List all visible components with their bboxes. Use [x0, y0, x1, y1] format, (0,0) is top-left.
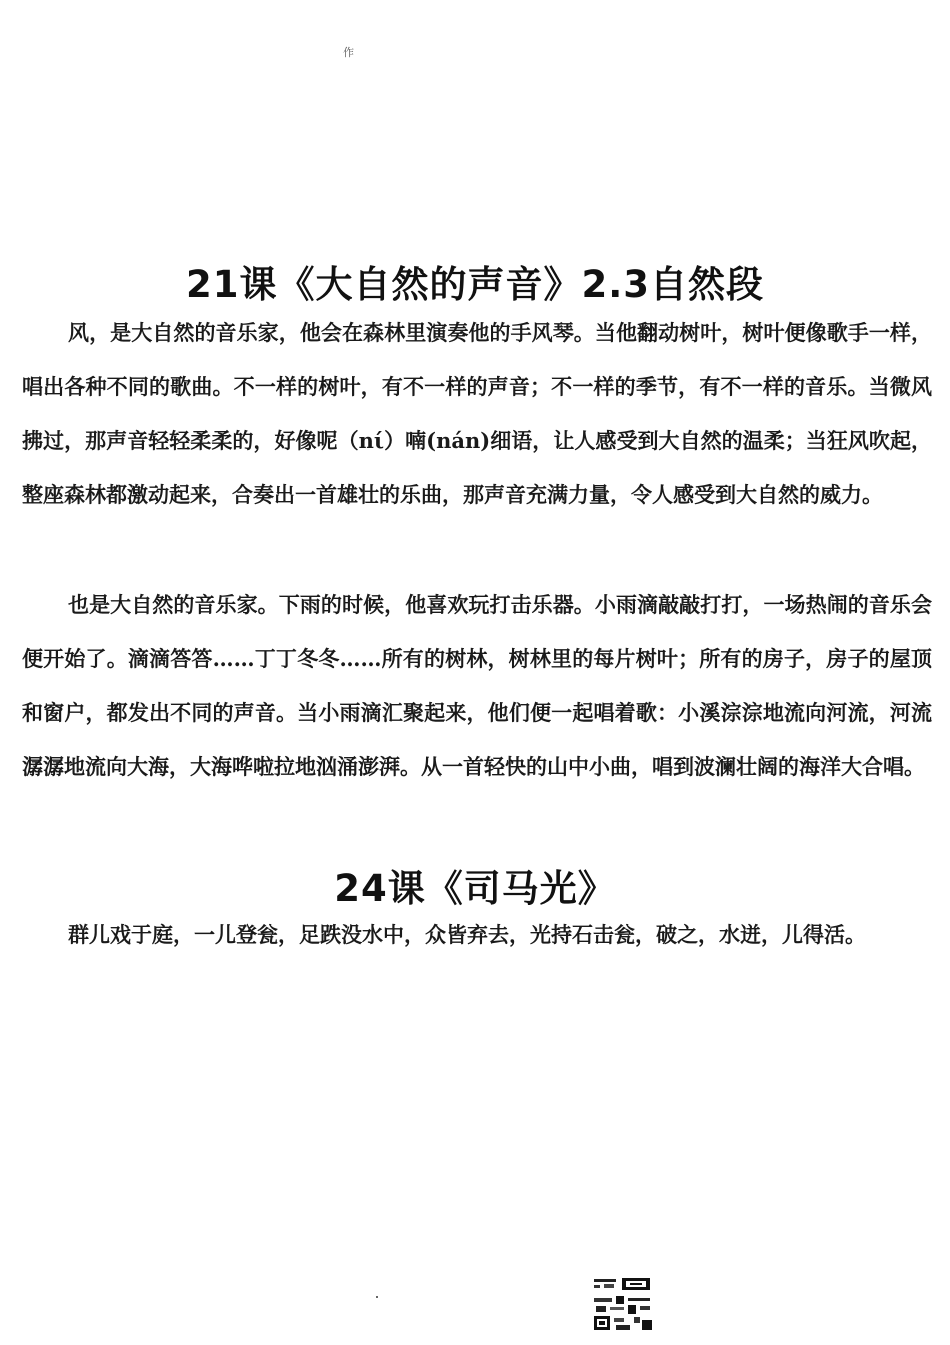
section-title-lesson-24: 24课《司马光》 [334, 867, 616, 910]
paragraph-rain: 也是大自然的音乐家。下雨的时候，他喜欢玩打击乐器。小雨滴敲敲打打，一场热闹的音乐会便开始了。滴滴答答……丁丁冬冬……所有的树林，树林里的每片树叶；所有的房子，房子的屋顶和窗户，都发出不同的声音。当小雨滴汇聚起来，他们便一起唱着歌：小溪淙淙地流向河流，河流潺潺地流向大海，大海哗啦拉地汹涌澎湃。从一首轻快的山中小曲，唱到波澜壮阔的海洋大合唱。 [22, 592, 932, 779]
paragraph-wind: 风，是大自然的音乐家，他会在森林里演奏他的手风琴。当他翻动树叶，树叶便像歌手一样，唱出各种不同的歌曲。不一样的树叶，有不一样的声音；不一样的季节，有不一样的音乐。当微风拂过，那声音轻轻柔柔的，好像呢（nί）喃(nán)细语，让人感受到大自然的温柔；当狂风吹起，整座森林都激动起来，合奏出一首雄壮的乐曲，那声音充满力量，令人感受到大自然的威力。 [22, 320, 932, 507]
speck [376, 1296, 378, 1298]
qr-code-icon [592, 1276, 654, 1334]
paragraph-sima-guang: 群儿戏于庭，一儿登瓮，足跌没水中，众皆弃去，光持石击瓮，破之，水迸，儿得活。 [68, 922, 866, 947]
header-mark: 作 [343, 46, 354, 59]
section-title-lesson-21: 21课《大自然的声音》2.3自然段 [185, 263, 765, 306]
